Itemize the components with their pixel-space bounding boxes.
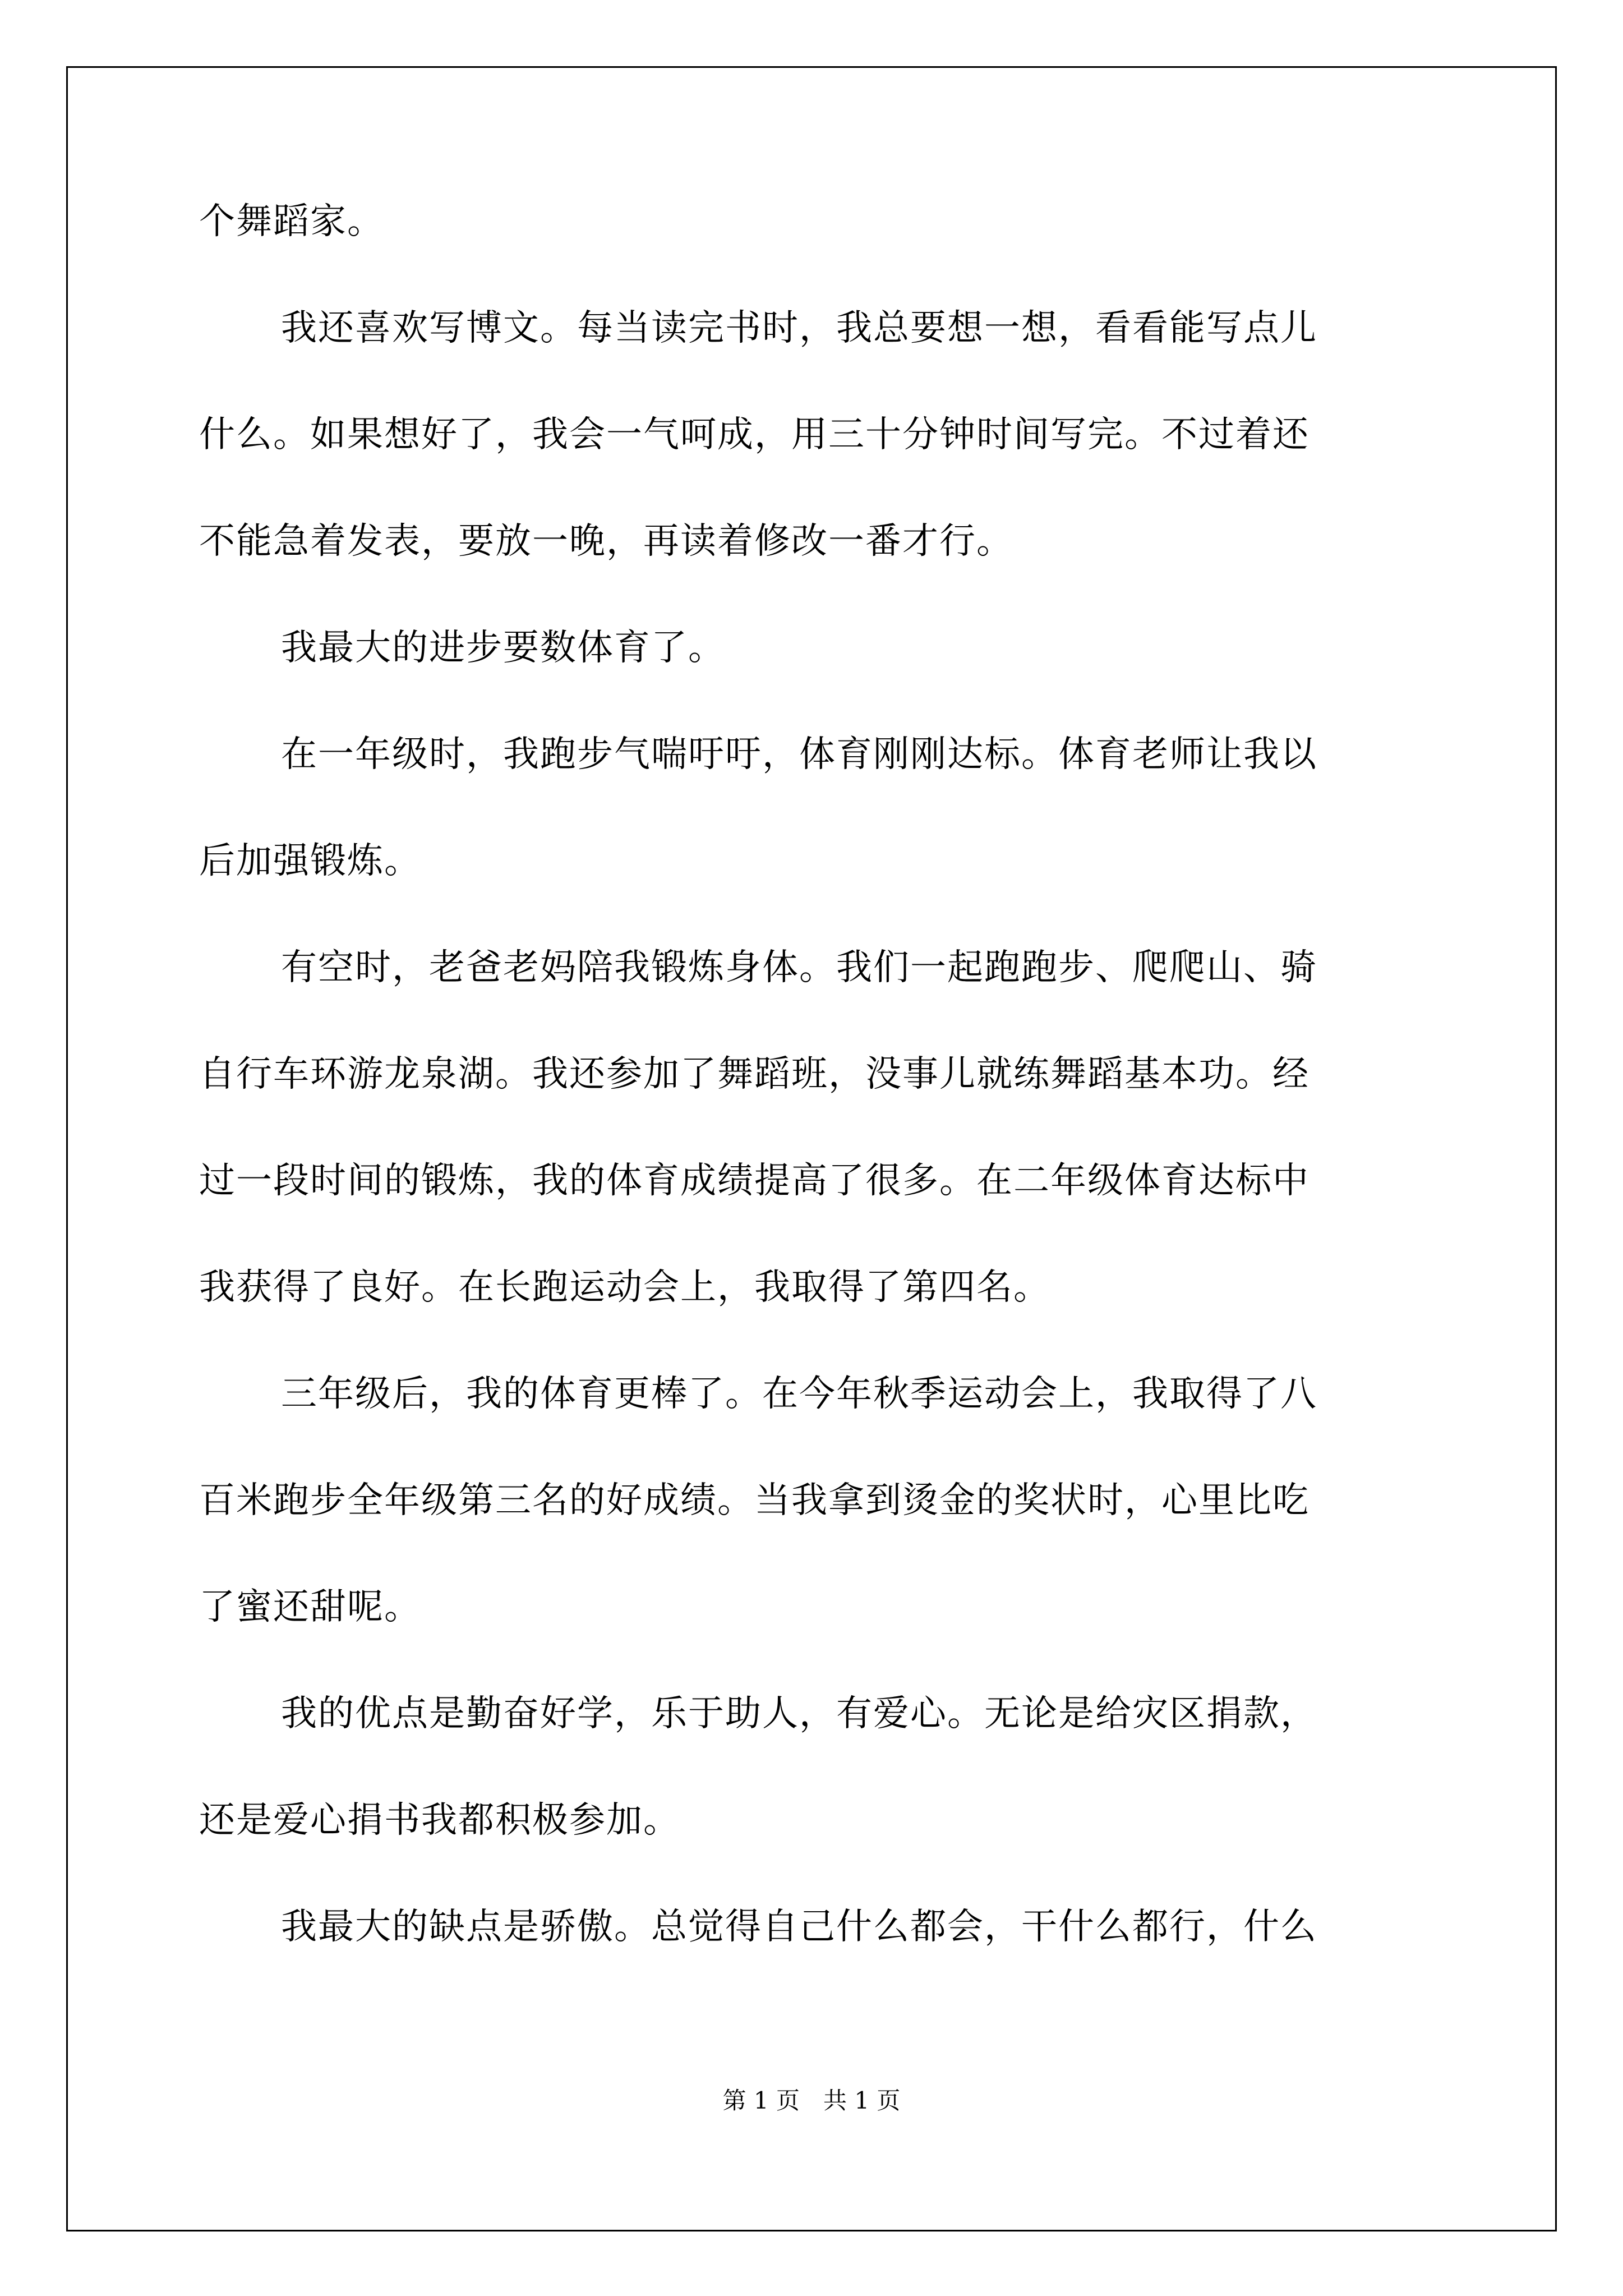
text-line: 有空时，老爸老妈陪我锻炼身体。我们一起跑跑步、爬爬山、骑 — [281, 947, 1317, 988]
text-line: 我的优点是勤奋好学，乐于助人，有爱心。无论是给灾区捐款， — [281, 1693, 1317, 1734]
text-line: 不能急着发表，要放一晚，再读着修改一番才行。 — [199, 521, 1013, 562]
text-line: 还是爱心捐书我都积极参加。 — [199, 1800, 680, 1841]
text-line: 个舞蹈家。 — [199, 201, 384, 242]
text-line: 我最大的缺点是骄傲。总觉得自己什么都会，干什么都行，什么 — [281, 1906, 1317, 1948]
text-line: 什么。如果想好了，我会一气呵成，用三十分钟时间写完。不过着还 — [199, 414, 1310, 455]
text-line: 在一年级时，我跑步气喘吁吁，体育刚刚达标。体育老师让我以 — [281, 734, 1317, 775]
text-line: 过一段时间的锻炼，我的体育成绩提高了很多。在二年级体育达标中 — [199, 1160, 1310, 1202]
text-line: 了蜜还甜呢。 — [199, 1586, 421, 1628]
text-line: 我获得了良好。在长跑运动会上，我取得了第四名。 — [199, 1267, 1050, 1308]
text-line: 我最大的进步要数体育了。 — [281, 627, 725, 669]
text-line: 三年级后，我的体育更棒了。在今年秋季运动会上，我取得了八 — [281, 1373, 1317, 1415]
page-footer: 第 1 页 共 1 页 — [722, 2087, 901, 2114]
text-line: 我还喜欢写博文。每当读完书时，我总要想一想，看看能写点儿 — [281, 307, 1317, 349]
text-line: 自行车环游龙泉湖。我还参加了舞蹈班，没事儿就练舞蹈基本功。经 — [199, 1053, 1310, 1095]
text-line: 百米跑步全年级第三名的好成绩。当我拿到烫金的奖状时，心里比吃 — [199, 1480, 1310, 1521]
text-line: 后加强锻炼。 — [199, 840, 421, 882]
